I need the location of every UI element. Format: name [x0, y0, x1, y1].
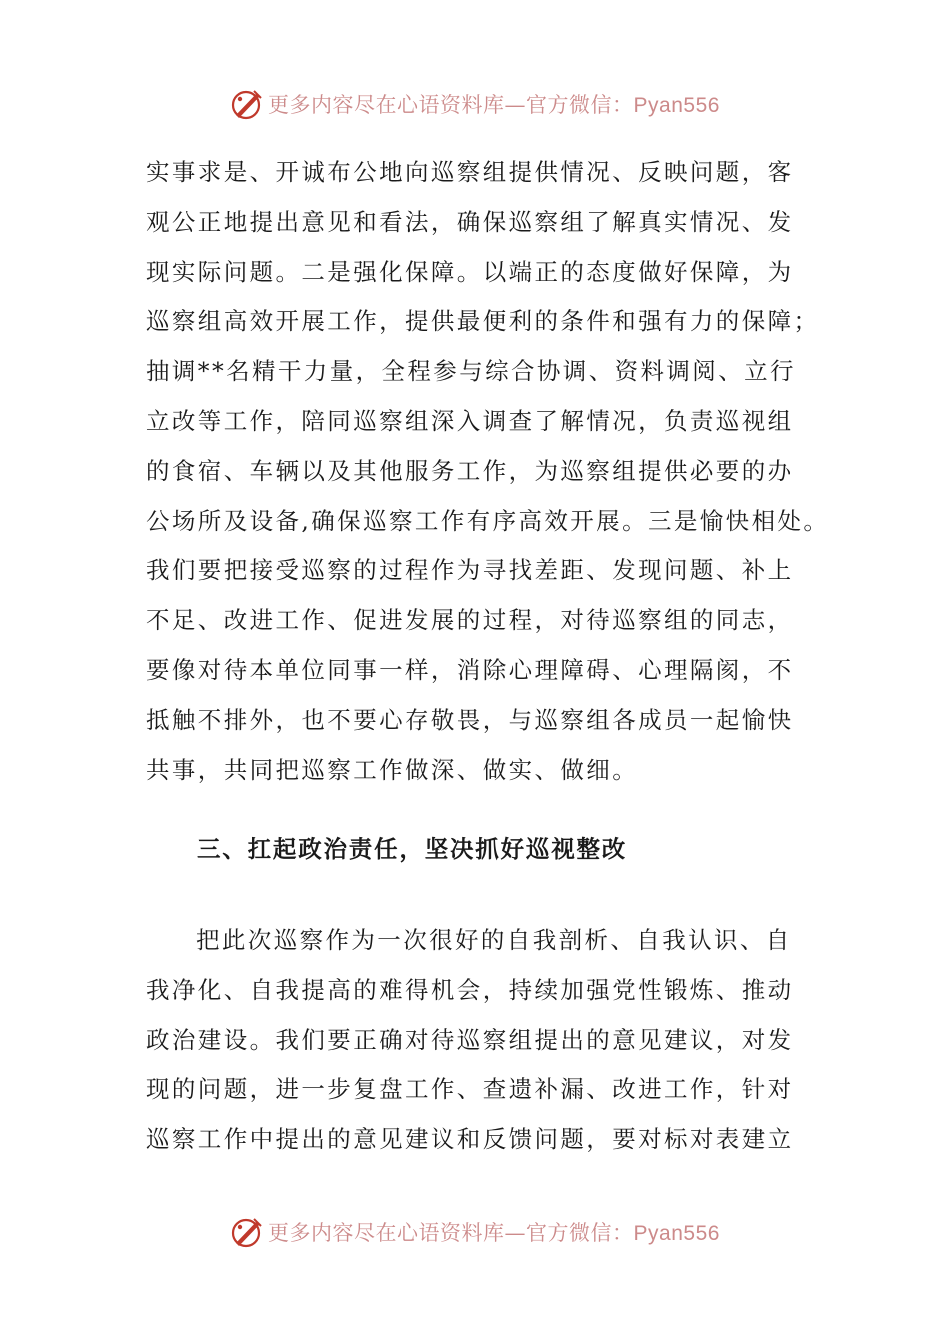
text-line: 巡察组高效开展工作，提供最便利的条件和强有力的保障；: [146, 307, 820, 336]
paragraph-1: [146, 148, 830, 795]
text-line: 把此次巡察作为一次很好的自我剖析、自我认识、自: [196, 926, 792, 954]
pen-circle-logo-icon: [230, 1215, 264, 1249]
section-heading: 三、扛起政治责任，坚决抓好巡视整改: [197, 835, 628, 863]
text-line: 要像对待本单位同事一样，消除心理障碍、心理隔阂，不: [146, 655, 794, 684]
text-line: 我们要把接受巡察的过程作为寻找差距、发现问题、补上: [146, 556, 794, 585]
text-line: 政治建设。我们要正确对待巡察组提出的意见建议，对发: [146, 1025, 794, 1054]
text-line: 共事，共同把巡察工作做深、做实、做细。: [146, 755, 639, 784]
text-line: 现的问题，进一步复盘工作、查遗补漏、改进工作，针对: [146, 1075, 794, 1104]
paragraph-2: [146, 916, 826, 1165]
text-line: 我净化、自我提高的难得机会，持续加强党性锻炼、推动: [146, 975, 794, 1004]
banner-text-cn: 更多内容尽在心语资料库—官方微信：: [268, 1221, 634, 1245]
text-line: 抵触不排外，也不要心存敬畏，与巡察组各成员一起愉快: [146, 705, 794, 734]
footer-watermark-banner: [0, 1212, 950, 1252]
banner-wechat-id: Pyan556: [633, 1222, 720, 1245]
banner-text: [268, 89, 720, 119]
banner-text: [268, 1217, 720, 1247]
text-line: 巡察工作中提出的意见建议和反馈问题，要对标对表建立: [146, 1125, 794, 1154]
text-line: 抽调**名精干力量，全程参与综合协调、资料调阅、立行: [146, 357, 796, 386]
header-watermark-banner: [0, 84, 950, 124]
text-line: 观公正地提出意见和看法，确保巡察组了解真实情况、发: [146, 207, 794, 236]
banner-wechat-id: Pyan556: [633, 94, 720, 117]
banner-text-cn: 更多内容尽在心语资料库—官方微信：: [268, 93, 634, 117]
pen-circle-logo-icon: [230, 87, 264, 121]
text-line: 公场所及设备,确保巡察工作有序高效开展。三是愉快相处。: [146, 506, 830, 535]
text-line: 不足、改进工作、促进发展的过程，对待巡察组的同志，: [146, 606, 794, 635]
text-line: 的食宿、车辆以及其他服务工作，为巡察组提供必要的办: [146, 456, 794, 485]
text-line: 实事求是、开诚布公地向巡察组提供情况、反映问题，客: [146, 158, 794, 186]
text-line: 立改等工作，陪同巡察组深入调查了解情况，负责巡视组: [146, 406, 794, 435]
text-line: 现实际问题。二是强化保障。以端正的态度做好保障，为: [146, 257, 794, 286]
